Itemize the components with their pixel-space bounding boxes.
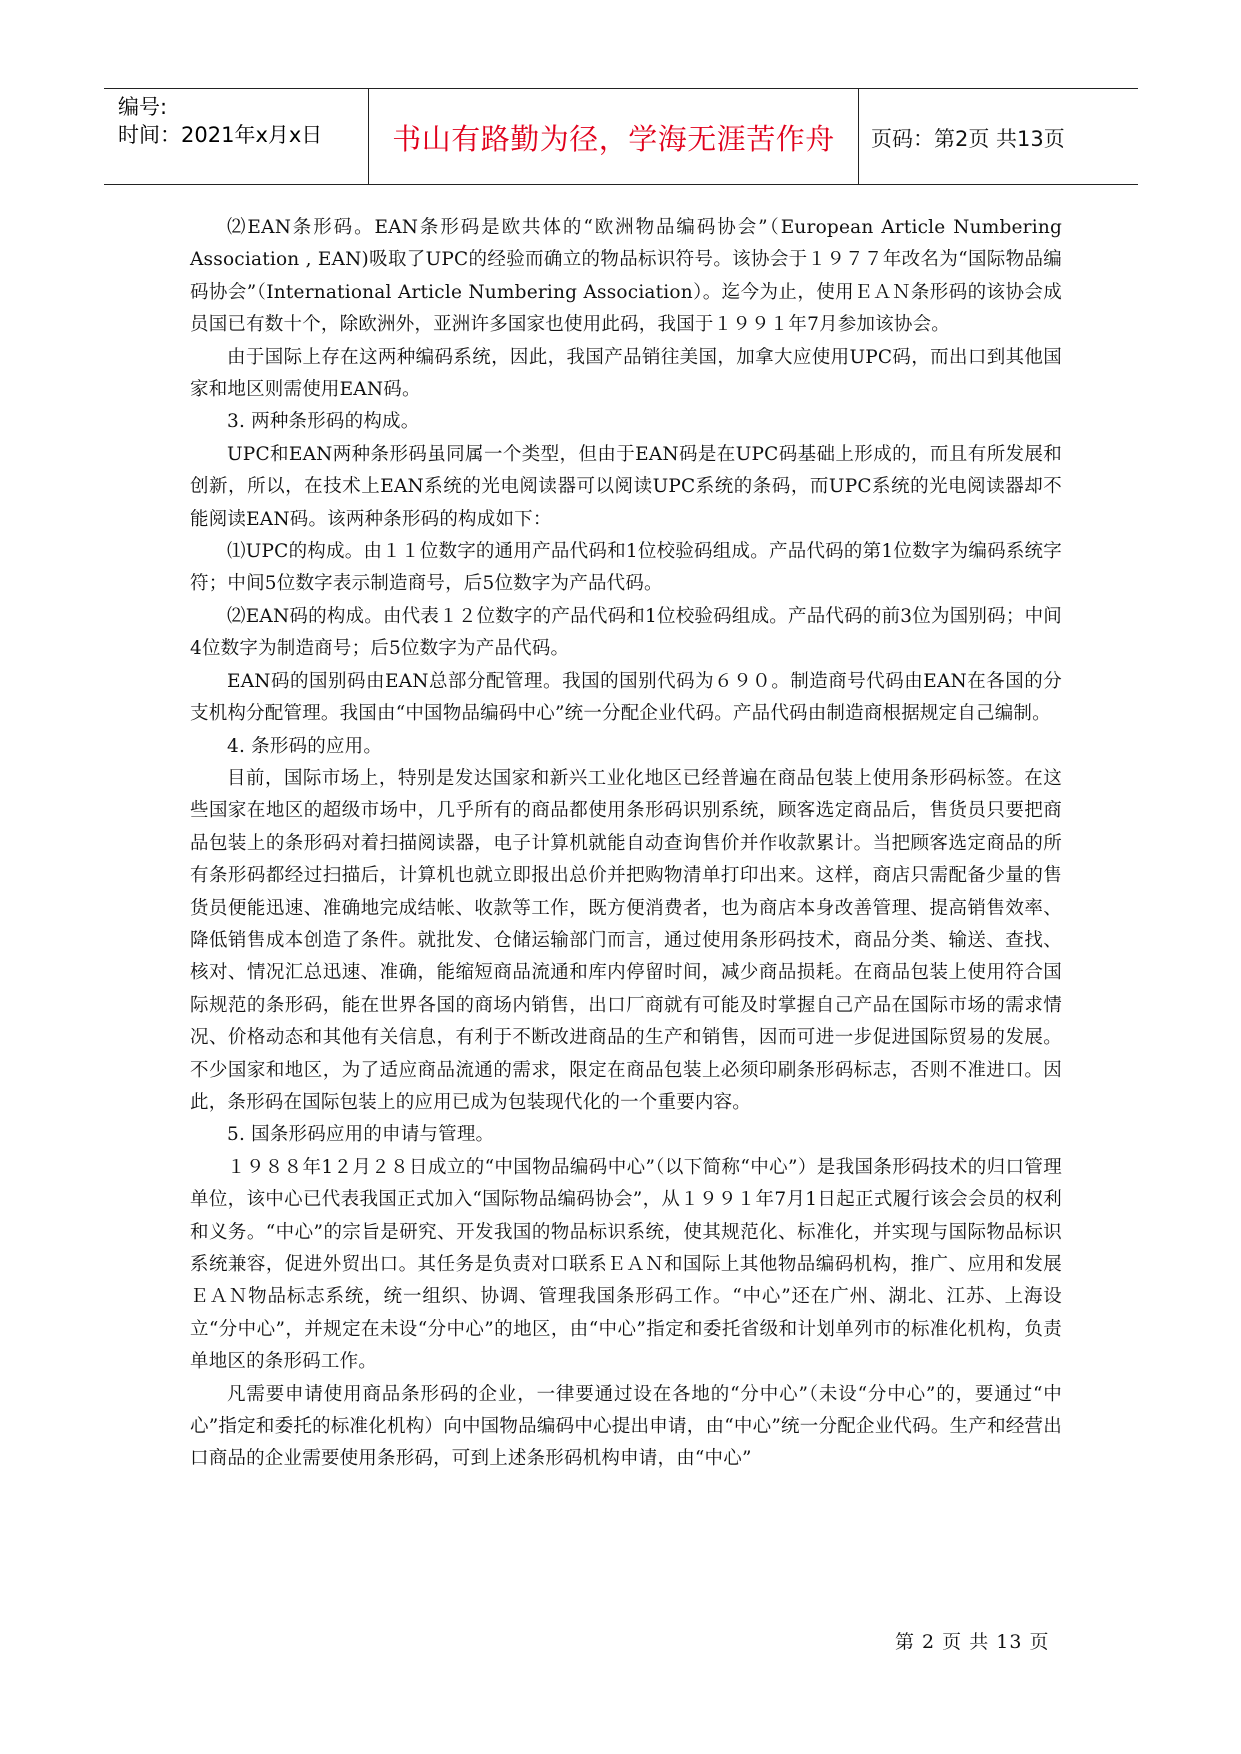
document-header <box>104 88 1138 185</box>
paragraph-ean-barcode: ⑵EAN条形码。EAN条形码是欧共体的“欧洲物品编码协会”（European Article Numbering Association , EAN)吸取了UPC的经验而确立的物品标识符号。该协会于１９７７年改名为“国际物品编码协会”（International Article Numbering Association）。迄今为止，使用ＥＡＮ条形码的该协会成员国已有数十个，除欧洲外，亚洲许多国家也使用此码，我国于１９９１年7月参加该协会。 <box>190 217 1062 336</box>
section-heading-management: 5. 国条形码应用的申请与管理。 <box>227 1124 495 1146</box>
section-heading-composition: 3. 两种条形码的构成。 <box>227 411 420 433</box>
document-body <box>190 212 1062 1476</box>
header-page-cell <box>857 89 1138 184</box>
paragraph-composition-intro: UPC和EAN两种条形码虽同属一个类型，但由于EAN码是在UPC码基础上形成的，而且有所发展和创新，所以，在技术上EAN系统的光电阅读器可以阅读UPC系统的条码，而UPC系统的光电阅读器却不能阅读EAN码。该两种条形码的构成如下： <box>190 443 1062 530</box>
document-code-label: 编号: <box>118 95 168 119</box>
paragraph-ean-composition: ⑵EAN码的构成。由代表１２位数字的产品代码和1位校验码组成。产品代码的前3位为国别码；中间4位数字为制造商号；后5位数字为产品代码。 <box>190 605 1062 660</box>
document-time-label: 时间：2021年x月x日 <box>118 123 323 147</box>
paragraph-two-systems: 由于国际上存在这两种编码系统，因此，我国产品销往美国，加拿大应使用UPC码，而出口到其他国家和地区则需使用EAN码。 <box>190 346 1062 401</box>
header-meta-cell <box>104 89 368 184</box>
header-motto: 书山有路勤为径，学海无涯苦作舟 <box>392 122 835 156</box>
paragraph-application-process: 凡需要申请使用商品条形码的企业，一律要通过设在各地的“分中心”（未设“分中心”的，要通过“中心”指定和委托的标准化机构）向中国物品编码中心提出申请，由“中心”统一分配企业代码。生产和经营出口商品的企业需要使用条形码，可到上述条形码机构申请，由“中心” <box>190 1383 1062 1470</box>
paragraph-upc-composition: ⑴UPC的构成。由１１位数字的通用产品代码和1位校验码组成。产品代码的第1位数字为编码系统字符；中间5位数字表示制造商号，后5位数字为产品代码。 <box>190 541 1062 595</box>
header-page-number: 页码：第2页 共13页 <box>871 127 1065 151</box>
page-footer: 第 2 页 共 13 页 <box>895 1631 1050 1653</box>
paragraph-application: 目前，国际市场上，特别是发达国家和新兴工业化地区已经普遍在商品包装上使用条形码标签。在这些国家在地区的超级市场中，几乎所有的商品都使用条形码识别系统，顾客选定商品后，售货员只要把商品包装上的条形码对着扫描阅读器，电子计算机就能自动查询售价并作收款累计。当把顾客选定商品的所有条形码都经过扫描后，计算机也就立即报出总价并把购物清单打印出来。这样，商店只需配备少量的售货员便能迅速、准确地完成结帐、收款等工作，既方便消费者，也为商店本身改善管理、提高销售效率、降低销售成本创造了条件。就批发、仓储运输部门而言，通过使用条形码技术，商品分类、输送、查找、核对、情况汇总迅速、准确，能缩短商品流通和库内停留时间，减少商品损耗。在商品包装上使用符合国际规范的条形码，能在世界各国的商场内销售，出口厂商就有可能及时掌握自己产品在国际市场的需求情况、价格动态和其他有关信息，有利于不断改进商品的生产和销售，因而可进一步促进国际贸易的发展。不少国家和地区，为了适应商品流通的需求，限定在商品包装上必须印刷条形码标志，否则不准进口。因此，条形码在国际包装上的应用已成为包装现代化的一个重要内容。 <box>190 767 1062 1113</box>
paragraph-country-code: EAN码的国别码由EAN总部分配管理。我国的国别代码为６９０。制造商号代码由EAN在各国的分支机构分配管理。我国由“中国物品编码中心”统一分配企业代码。产品代码由制造商根据规定自己编制。 <box>190 670 1062 725</box>
paragraph-coding-center: １９８８年1２月２８日成立的“中国物品编码中心”（以下简称“中心”）是我国条形码技术的归口管理单位，该中心已代表我国正式加入“国际物品编码协会”，从１９９１年7月1日起正式履行该会会员的权利和义务。“中心”的宗旨是研究、开发我国的物品标识系统，使其规范化、标准化，并实现与国际物品标识系统兼容，促进外贸出口。其任务是负责对口联系ＥＡＮ和国际上其他物品编码机构，推广、应用和发展ＥＡＮ物品标志系统，统一组织、协调、管理我国条形码工作。“中心”还在广州、湖北、江苏、上海设立“分中心”，并规定在未设“分中心”的地区，由“中心”指定和委托省级和计划单列市的标准化机构，负责单地区的条形码工作。 <box>190 1156 1062 1373</box>
section-heading-application: 4. 条形码的应用。 <box>227 735 383 757</box>
header-motto-cell <box>368 89 859 184</box>
